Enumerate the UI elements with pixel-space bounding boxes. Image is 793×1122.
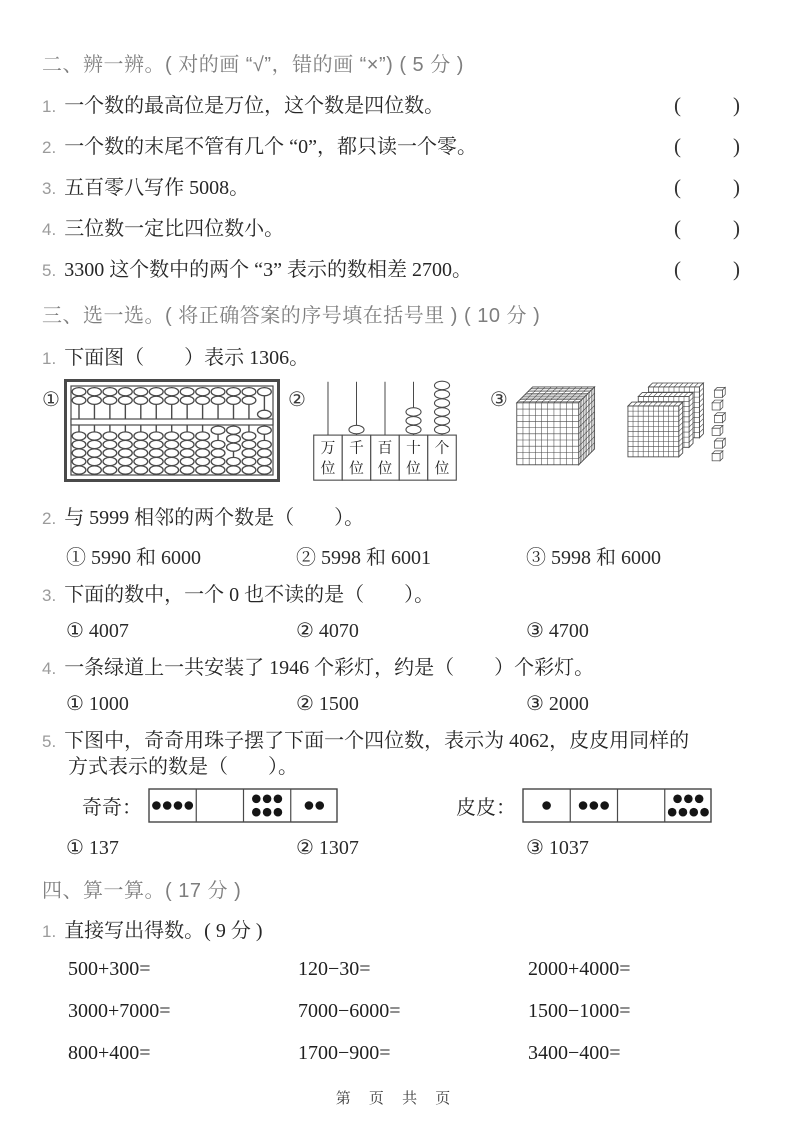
figure-1-group [42, 379, 280, 482]
choice-q2-options [42, 541, 740, 570]
answer-bracket [674, 257, 740, 282]
question-number: 5. [42, 732, 57, 751]
choice-q3 [42, 582, 740, 608]
question-number: 1. [42, 922, 57, 941]
section-choice-heading: 三、选一选。( 将正确答案的序号填在括号里 ) ( 10 分 ) [42, 305, 541, 327]
question-number: 3. [42, 586, 57, 605]
svg-text:位: 位 [320, 460, 336, 477]
option-1: ① 1000 [66, 693, 129, 715]
option-1: ① 5990 和 6000 [66, 547, 201, 569]
svg-text:个: 个 [434, 440, 450, 457]
paren-open: ( [674, 216, 681, 240]
qiqi-bead-strip [148, 788, 338, 823]
question-number: 3. [42, 179, 57, 198]
problem-2: 120−30= [298, 958, 371, 980]
svg-text:位: 位 [406, 460, 421, 477]
question-text: 3300 这个数中的两个 “3” 表示的数相差 2700。 [64, 259, 472, 281]
qiqi-group [82, 788, 338, 823]
question-text: 下面的数中，一个 0 也不读的是（ ）。 [64, 584, 435, 606]
section-tf-heading: 二、辨一辨。( 对的画 “√”，错的画 “×”) ( 5 分 ) [42, 54, 464, 76]
option-2: ② 1500 [296, 693, 359, 715]
question-text-line1: 下图中，奇奇用珠子摆了下面一个四位数，表示为 4062，皮皮用同样的 [64, 730, 690, 752]
paren-open: ( [674, 257, 681, 281]
tf-item-2 [42, 134, 740, 160]
question-text: 一个数的最高位是万位，这个数是四位数。 [64, 95, 445, 117]
base-ten-blocks-figure [512, 379, 728, 468]
answer-bracket [674, 134, 740, 159]
paren-close: ) [733, 257, 740, 281]
svg-text:位: 位 [434, 460, 450, 477]
question-number: 4. [42, 220, 57, 239]
question-text-line2: 方式表示的数是（ ）。 [68, 756, 298, 778]
paren-close: ) [733, 175, 740, 199]
problem-6: 1500−1000= [528, 1000, 631, 1022]
option-3: ③ 1037 [526, 837, 589, 859]
tf-item-1 [42, 93, 740, 119]
question-text: 三位数一定比四位数小。 [64, 218, 285, 240]
svg-text:百: 百 [377, 440, 393, 457]
option-2: ② 5998 和 6001 [296, 547, 431, 569]
svg-text:十: 十 [406, 440, 421, 457]
figure-1-label: ① [42, 389, 60, 411]
question-number: 2. [42, 138, 57, 157]
calc-sub1 [42, 918, 740, 944]
pipi-group [456, 788, 712, 823]
problem-4: 3000+7000= [68, 1000, 171, 1022]
q5-bead-diagrams [42, 788, 740, 823]
svg-text:万: 万 [320, 440, 336, 457]
answer-bracket [674, 216, 740, 241]
page-footer: 第 页 共 页 [335, 1090, 458, 1107]
choice-q4 [42, 655, 740, 681]
choice-q5 [42, 728, 740, 754]
pipi-label: 皮皮： [456, 797, 516, 819]
paren-open: ( [674, 134, 681, 158]
option-2: ② 1307 [296, 837, 359, 859]
section-calc-heading: 四、算一算。( 17 分 ) [42, 880, 242, 902]
q1-figures [42, 379, 740, 493]
choice-q5-options [42, 835, 740, 860]
place-value-figure [310, 379, 460, 482]
figure-3-group [490, 379, 728, 468]
abacus-figure [64, 379, 280, 482]
option-3: ③ 4700 [526, 620, 589, 642]
tf-item-5 [42, 257, 740, 283]
question-number: 2. [42, 509, 57, 528]
figure-3-label: ③ [489, 389, 508, 411]
figure-2-group [288, 379, 460, 482]
problem-1: 500+300= [68, 958, 151, 980]
question-number: 5. [42, 261, 57, 280]
question-number: 4. [42, 659, 57, 678]
answer-bracket [674, 93, 740, 118]
svg-text:千: 千 [349, 440, 364, 457]
svg-text:位: 位 [349, 460, 364, 477]
problem-7: 800+400= [68, 1042, 151, 1064]
option-1: ① 137 [66, 837, 119, 859]
paren-close: ) [733, 134, 740, 158]
arithmetic-grid [42, 956, 740, 1066]
option-3: ③ 5998 和 6000 [526, 547, 661, 569]
tf-item-3 [42, 175, 740, 201]
problem-3: 2000+4000= [528, 958, 631, 980]
problem-9: 3400−400= [528, 1042, 621, 1064]
question-number: 1. [42, 349, 57, 368]
choice-q2 [42, 505, 740, 531]
question-number: 1. [42, 97, 57, 116]
answer-bracket [674, 175, 740, 200]
problem-5: 7000−6000= [298, 1000, 401, 1022]
question-text: 下面图（ ）表示 1306。 [64, 347, 310, 369]
paren-open: ( [674, 93, 681, 117]
question-text: 一个数的末尾不管有几个 “0”，都只读一个零。 [64, 136, 477, 158]
option-3: ③ 2000 [526, 693, 589, 715]
svg-text:位: 位 [377, 460, 393, 477]
question-text: 一条绿道上一共安装了 1946 个彩灯，约是（ ）个彩灯。 [64, 657, 595, 679]
option-1: ① 4007 [66, 620, 129, 642]
pipi-bead-strip [522, 788, 712, 823]
paren-close: ) [733, 93, 740, 117]
paren-close: ) [733, 216, 740, 240]
paren-open: ( [674, 175, 681, 199]
choice-q5-line2 [42, 754, 740, 780]
tf-item-4 [42, 216, 740, 242]
choice-q1 [42, 345, 740, 371]
choice-q3-options [42, 618, 740, 643]
question-text: 直接写出得数。( 9 分 ) [64, 920, 263, 942]
problem-8: 1700−900= [298, 1042, 391, 1064]
qiqi-label: 奇奇： [82, 797, 142, 819]
option-2: ② 4070 [296, 620, 359, 642]
figure-2-label: ② [287, 389, 306, 411]
choice-q4-options [42, 691, 740, 716]
question-text: 与 5999 相邻的两个数是（ ）。 [64, 507, 365, 529]
question-text: 五百零八写作 5008。 [64, 177, 250, 199]
